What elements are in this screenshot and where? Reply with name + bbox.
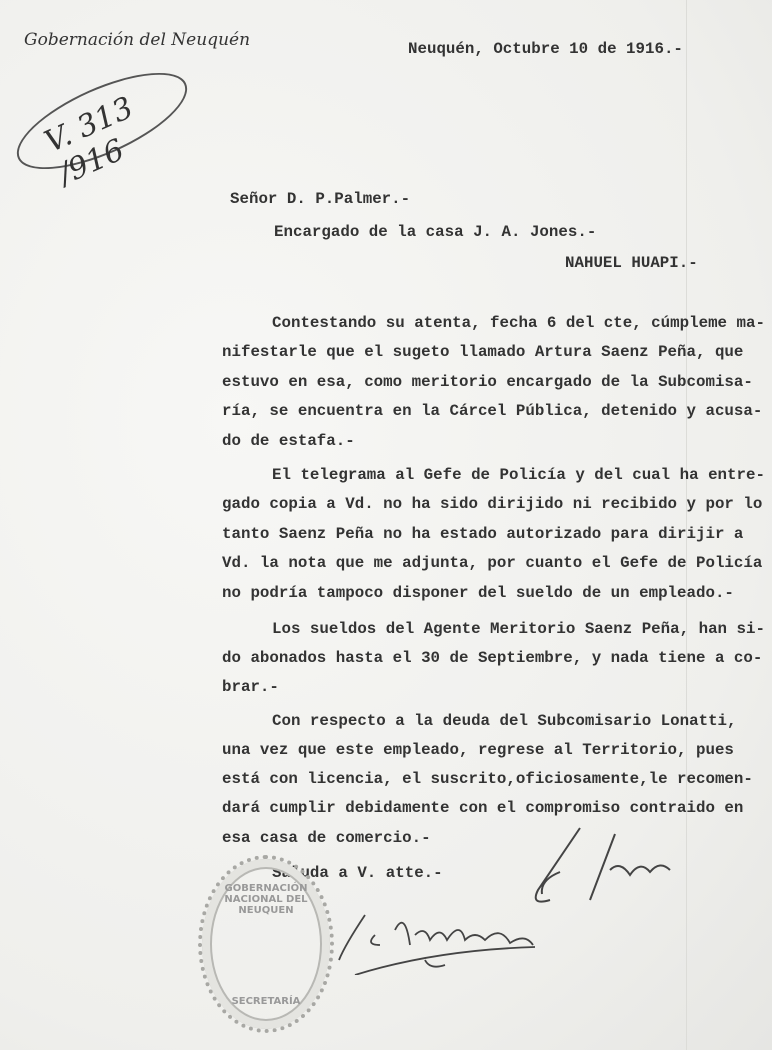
body-line: do abonados hasta el 30 de Septiembre, y nada tiene a co- <box>222 649 763 667</box>
body-line: do de estafa.- <box>222 432 355 450</box>
addressee-place: NAHUEL HUAPI.- <box>565 254 698 272</box>
seal-text-bottom: SECRETARÍA <box>231 996 301 1007</box>
body-line: ría, se encuentra en la Cárcel Pública, detenido y acusa- <box>222 402 763 420</box>
signature-molinas <box>335 905 545 975</box>
body-line: está con licencia, el suscrito,oficiosamente,le recomen- <box>222 770 753 788</box>
addressee-role: Encargado de la casa J. A. Jones.- <box>274 223 597 241</box>
official-seal <box>198 855 334 1033</box>
date-line: Neuquén, Octubre 10 de 1916.- <box>408 40 683 58</box>
body-line: tanto Saenz Peña no ha estado autorizado para dirijir a <box>222 525 744 543</box>
letterhead: Gobernación del Neuquén <box>24 30 251 50</box>
closing: Saluda a V. atte.- <box>272 864 443 882</box>
body-line: esa casa de comercio.- <box>222 829 431 847</box>
registry-number: V. 313 /916 <box>39 90 139 192</box>
signature-elordi <box>520 820 690 910</box>
body-line: Los sueldos del Agente Meritorio Saenz Peña, han si- <box>272 620 765 638</box>
body-line: El telegrama al Gefe de Policía y del cual ha entre- <box>272 466 765 484</box>
body-line: una vez que este empleado, regrese al Territorio, pues <box>222 741 734 759</box>
body-line: no podría tampoco disponer del sueldo de un empleado.- <box>222 584 734 602</box>
body-line: Con respecto a la deuda del Subcomisario Lonatti, <box>272 712 737 730</box>
body-line: gado copia a Vd. no ha sido dirijido ni recibido y por lo <box>222 495 763 513</box>
body-line: nifestarle que el sugeto llamado Artura Saenz Peña, que <box>222 343 744 361</box>
body-line: estuvo en esa, como meritorio encargado de la Subcomisa- <box>222 373 753 391</box>
body-line: dará cumplir debidamente con el compromiso contraido en <box>222 799 744 817</box>
body-line: brar.- <box>222 678 279 696</box>
body-line: Vd. la nota que me adjunta, por cuanto el Gefe de Policía <box>222 554 763 572</box>
addressee-name: Señor D. P.Palmer.- <box>230 190 411 208</box>
seal-text-top: GOBERNACIÓN NACIONAL DEL NEUQUEN <box>224 883 308 916</box>
body-line: Contestando su atenta, fecha 6 del cte, cúmpleme ma- <box>272 314 765 332</box>
